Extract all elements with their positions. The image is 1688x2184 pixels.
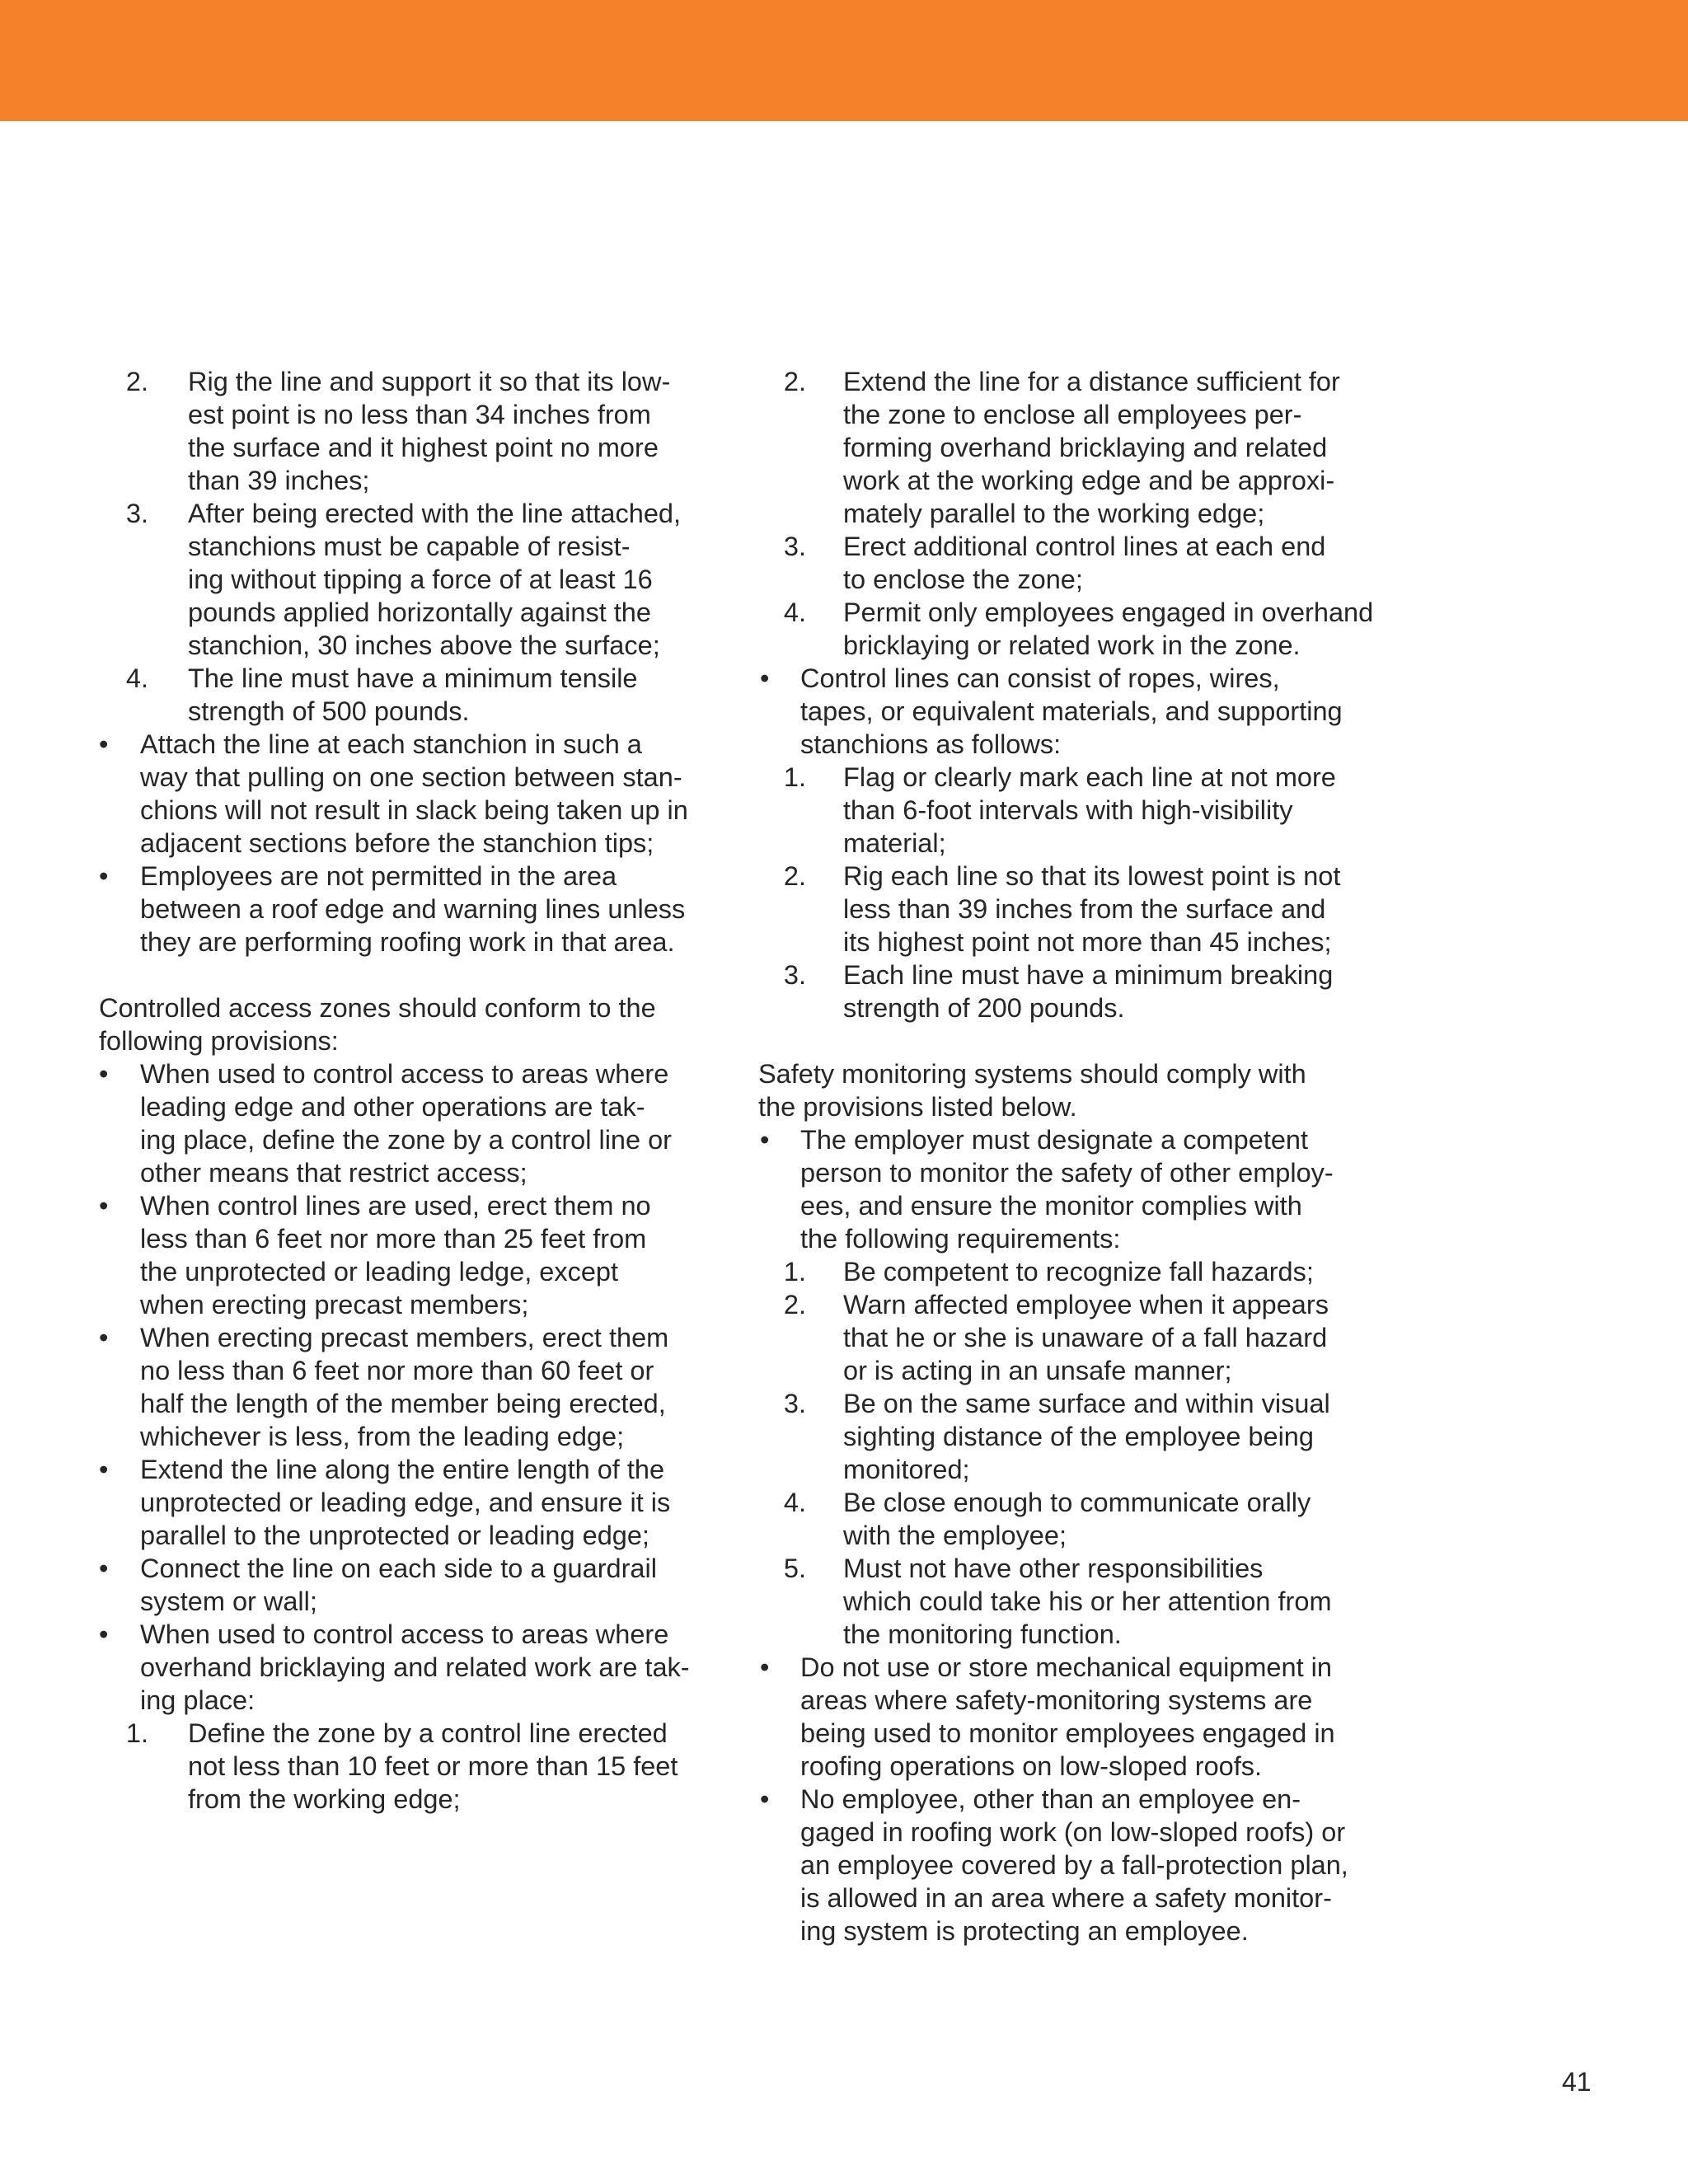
- text-line: No employee, other than an employee en-: [800, 1784, 1301, 1814]
- text-line: the zone to enclose all employees per-: [843, 400, 1302, 429]
- text-line: from the working edge;: [188, 1784, 461, 1814]
- text-line: ing without tipping a force of at least 16: [188, 565, 653, 594]
- text-line: unprotected or leading edge, and ensure it is: [140, 1488, 671, 1517]
- text-line: Rig each line so that its lowest point is not: [843, 861, 1341, 891]
- text-line: When control lines are used, erect them no: [140, 1191, 651, 1221]
- text-line: less than 6 feet nor more than 25 feet from: [140, 1224, 647, 1254]
- text-line: Each line must have a minimum breaking: [843, 960, 1334, 990]
- bullet-marker: •: [99, 729, 109, 759]
- text-line: than 39 inches;: [188, 466, 370, 495]
- text-line: than 6-foot intervals with high-visibility: [843, 795, 1293, 825]
- text-line: the provisions listed below.: [758, 1092, 1077, 1122]
- text-line: Rig the line and support it so that its low-: [188, 367, 671, 396]
- text-line: parallel to the unprotected or leading edge;: [140, 1521, 649, 1550]
- bullet-item: [758, 662, 1385, 761]
- bullet-marker: •: [99, 1554, 109, 1583]
- bullet-item: [99, 1618, 725, 1717]
- bullet-marker: •: [99, 1059, 109, 1089]
- text-line: ing place, define the zone by a control line or: [140, 1125, 673, 1155]
- text-line: person to monitor the safety of other employ-: [800, 1158, 1334, 1188]
- bullet-item: [99, 1552, 725, 1618]
- text-line: material;: [843, 828, 946, 858]
- text-line: adjacent sections before the stanchion tips;: [140, 828, 654, 858]
- text-line: Permit only employees engaged in overhand: [843, 598, 1374, 627]
- text-line: half the length of the member being erected,: [140, 1389, 666, 1418]
- numbered-item: [99, 365, 725, 497]
- right-column: [758, 365, 1385, 1947]
- text-line: Employees are not permitted in the area: [140, 861, 617, 891]
- bullet-item: [99, 1453, 725, 1552]
- text-line: Safety monitoring systems should comply with: [758, 1059, 1306, 1089]
- numbered-item: [758, 1288, 1385, 1387]
- left-column: [99, 365, 725, 1816]
- page-number: 41: [1562, 2067, 1592, 2097]
- numbered-item: [758, 1486, 1385, 1552]
- text-line: forming overhand bricklaying and related: [843, 433, 1328, 462]
- numbered-item: [758, 958, 1385, 1024]
- text-line: ing system is protecting an employee.: [800, 1916, 1249, 1946]
- text-line: Connect the line on each side to a guardrail: [140, 1554, 657, 1583]
- text-line: areas where safety-monitoring systems are: [800, 1685, 1313, 1715]
- item-number: 4.: [125, 663, 148, 693]
- text-line: Warn affected employee when it appears: [843, 1290, 1329, 1319]
- text-line: being used to monitor employees engaged in: [800, 1718, 1335, 1748]
- text-line: Attach the line at each stanchion in such a: [140, 729, 642, 759]
- text-line: way that pulling on one section between stan-: [140, 762, 682, 792]
- numbered-item: [758, 1552, 1385, 1651]
- bullet-item: [758, 1651, 1385, 1783]
- text-line: Extend the line for a distance sufficient for: [843, 367, 1340, 396]
- numbered-item: [99, 1717, 725, 1816]
- text-line: to enclose the zone;: [843, 565, 1083, 594]
- item-number: 3.: [783, 960, 806, 990]
- item-number: 2.: [783, 1290, 806, 1319]
- item-number: 2.: [125, 367, 148, 396]
- text-line: strength of 500 pounds.: [188, 696, 470, 726]
- text-line: The line must have a minimum tensile: [188, 663, 638, 693]
- bullet-marker: •: [760, 1784, 770, 1814]
- bullet-marker: •: [760, 1125, 770, 1155]
- text-line: Define the zone by a control line erected: [188, 1718, 668, 1748]
- bullet-marker: •: [99, 1619, 109, 1649]
- text-line: Be close enough to communicate orally: [843, 1488, 1311, 1517]
- text-line: sighting distance of the employee being: [843, 1422, 1314, 1451]
- item-number: 4.: [783, 598, 806, 627]
- item-number: 3.: [783, 1389, 806, 1418]
- numbered-item: [758, 1387, 1385, 1486]
- intro-paragraph: [99, 991, 725, 1057]
- text-line: When used to control access to areas where: [140, 1059, 669, 1089]
- paragraph-gap: [99, 958, 725, 991]
- text-line: After being erected with the line attached,: [188, 499, 682, 528]
- text-line: its highest point not more than 45 inches;: [843, 927, 1332, 957]
- text-line: is allowed in an area where a safety monitor-: [800, 1883, 1332, 1913]
- numbered-item: [758, 761, 1385, 860]
- text-line: an employee covered by a fall-protection plan,: [800, 1850, 1348, 1880]
- item-number: 2.: [783, 367, 806, 396]
- numbered-item: [758, 365, 1385, 530]
- text-line: Flag or clearly mark each line at not more: [843, 762, 1336, 792]
- numbered-item: [758, 860, 1385, 958]
- item-number: 3.: [125, 499, 148, 528]
- bullet-item: [99, 1057, 725, 1189]
- bullet-item: [758, 1123, 1385, 1255]
- bullet-marker: •: [99, 1191, 109, 1221]
- text-line: overhand bricklaying and related work are tak-: [140, 1652, 690, 1682]
- numbered-item: [758, 596, 1385, 662]
- text-line: Erect additional control lines at each end: [843, 532, 1326, 561]
- bullet-item: [99, 860, 725, 958]
- text-line: Controlled access zones should conform to the: [99, 993, 656, 1023]
- text-line: the following requirements:: [800, 1224, 1121, 1254]
- text-line: not less than 10 feet or more than 15 feet: [188, 1751, 678, 1781]
- text-line: Be on the same surface and within visual: [843, 1389, 1330, 1418]
- text-line: work at the working edge and be approxi-: [843, 466, 1335, 495]
- text-line: roofing operations on low-sloped roofs.: [800, 1751, 1263, 1781]
- text-line: The employer must designate a competent: [800, 1125, 1309, 1155]
- bullet-item: [99, 1189, 725, 1321]
- bullet-item: [758, 1783, 1385, 1947]
- bullet-marker: •: [760, 1652, 770, 1682]
- text-line: following provisions:: [99, 1026, 339, 1056]
- text-line: the monitoring function.: [843, 1619, 1122, 1649]
- bullet-marker: •: [99, 1323, 109, 1352]
- item-number: 1.: [783, 762, 806, 792]
- text-line: monitored;: [843, 1455, 970, 1484]
- text-line: gaged in roofing work (on low-sloped roofs) or: [800, 1817, 1346, 1847]
- text-line: strength of 200 pounds.: [843, 993, 1125, 1023]
- text-line: they are performing roofing work in that area.: [140, 927, 675, 957]
- text-line: Control lines can consist of ropes, wires,: [800, 663, 1280, 693]
- text-line: the surface and it highest point no more: [188, 433, 659, 462]
- bullet-marker: •: [760, 663, 770, 693]
- text-line: leading edge and other operations are tak-: [140, 1092, 645, 1122]
- numbered-item: [99, 662, 725, 728]
- text-line: chions will not result in slack being taken up in: [140, 795, 688, 825]
- text-line: the unprotected or leading ledge, except: [140, 1257, 619, 1286]
- item-number: 5.: [783, 1554, 806, 1583]
- text-line: system or wall;: [140, 1586, 317, 1616]
- bullet-item: [99, 728, 725, 860]
- text-line: Must not have other responsibilities: [843, 1554, 1264, 1583]
- text-line: bricklaying or related work in the zone.: [843, 630, 1301, 660]
- text-line: Be competent to recognize fall hazards;: [843, 1257, 1314, 1286]
- text-line: est point is no less than 34 inches from: [188, 400, 651, 429]
- paragraph-gap: [758, 1024, 1385, 1057]
- numbered-item: [758, 1255, 1385, 1288]
- item-number: 4.: [783, 1488, 806, 1517]
- text-line: less than 39 inches from the surface and: [843, 894, 1326, 924]
- text-line: which could take his or her attention from: [843, 1586, 1332, 1616]
- text-line: that he or she is unaware of a fall hazard: [843, 1323, 1328, 1352]
- text-line: no less than 6 feet nor more than 60 feet or: [140, 1356, 654, 1385]
- numbered-item: [758, 530, 1385, 596]
- item-number: 1.: [783, 1257, 806, 1286]
- text-line: when erecting precast members;: [140, 1290, 529, 1319]
- text-line: or is acting in an unsafe manner;: [843, 1356, 1232, 1385]
- text-line: stanchion, 30 inches above the surface;: [188, 630, 660, 660]
- item-number: 2.: [783, 861, 806, 891]
- text-line: Do not use or store mechanical equipment in: [800, 1652, 1332, 1682]
- text-line: stanchions must be capable of resist-: [188, 532, 631, 561]
- text-line: with the employee;: [843, 1521, 1067, 1550]
- bullet-marker: •: [99, 861, 109, 891]
- text-line: When used to control access to areas where: [140, 1619, 669, 1649]
- item-number: 1.: [125, 1718, 148, 1748]
- text-line: between a roof edge and warning lines unless: [140, 894, 686, 924]
- bullet-marker: •: [99, 1455, 109, 1484]
- text-line: When erecting precast members, erect them: [140, 1323, 669, 1352]
- intro-paragraph: [758, 1057, 1385, 1123]
- text-line: Extend the line along the entire length of the: [140, 1455, 665, 1484]
- header-band: [0, 0, 1688, 121]
- text-line: ees, and ensure the monitor complies with: [800, 1191, 1302, 1221]
- bullet-item: [99, 1321, 725, 1453]
- text-line: mately parallel to the working edge;: [843, 499, 1265, 528]
- text-line: whichever is less, from the leading edge;: [140, 1422, 625, 1451]
- text-line: pounds applied horizontally against the: [188, 598, 651, 627]
- item-number: 3.: [783, 532, 806, 561]
- text-line: stanchions as follows:: [800, 729, 1062, 759]
- text-line: tapes, or equivalent materials, and supporting: [800, 696, 1343, 726]
- numbered-item: [99, 497, 725, 662]
- text-line: other means that restrict access;: [140, 1158, 528, 1188]
- text-line: ing place:: [140, 1685, 256, 1715]
